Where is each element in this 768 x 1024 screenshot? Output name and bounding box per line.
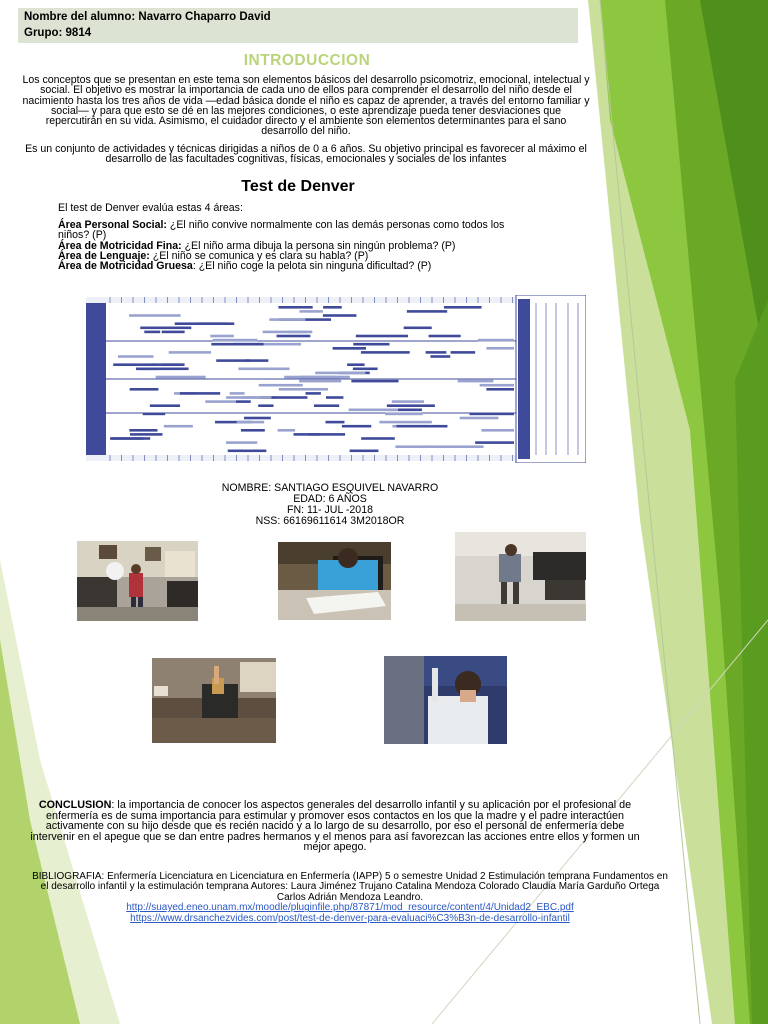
chart-item-bar (237, 421, 264, 424)
group-row (18, 24, 578, 43)
chart-item-bar (458, 380, 494, 383)
chart-item-bar (216, 359, 250, 362)
chart-item-bar (278, 429, 295, 432)
chart-item-bar (236, 400, 251, 403)
chart-item-bar (379, 421, 431, 424)
chart-item-bar (299, 310, 322, 313)
conclusion-label: CONCLUSION (38, 799, 112, 811)
area-text: : ¿El niño coge la pelota sin ninguna dificultad? (P) (192, 260, 432, 273)
chart-item-bar (129, 314, 181, 317)
chart-item-bar (469, 413, 514, 416)
chart-item-bar (150, 404, 180, 407)
chart-item-bar (144, 331, 160, 334)
chart-item-bar (118, 355, 153, 358)
photo-child-with-balloon (77, 541, 198, 621)
chart-item-bar (429, 335, 461, 338)
photo-child-reaching (384, 656, 507, 744)
chart-item-bar (481, 429, 514, 432)
chart-item-bar (238, 368, 289, 371)
denver-intro: El test de Denver evalúa estas 4 áreas: (58, 202, 243, 214)
chart-item-bar (111, 437, 150, 440)
chart-item-bar (387, 404, 435, 407)
chart-item-bar (156, 376, 206, 379)
chart-item-bar (361, 351, 410, 354)
chart-item-bar (258, 404, 273, 407)
chart-item-bar (205, 400, 235, 403)
chart-item-bar (130, 388, 159, 391)
area-text: ¿El niño se comunica y es clara su habla? (P) (149, 249, 369, 262)
chart-item-bar (241, 429, 265, 432)
photo-child-balance (455, 532, 586, 621)
chart-item-bar (284, 376, 337, 379)
group-label: Grupo: (24, 27, 63, 39)
patient-nss: NSS: 66169611614 3M2018OR (255, 515, 405, 527)
chart-item-bar (277, 335, 311, 338)
chart-item-bar (392, 400, 424, 403)
chart-item-bar (333, 347, 366, 350)
area-motricidad-gruesa (58, 261, 538, 271)
patient-info (150, 483, 510, 527)
conclusion-text: : la importancia de conocer los aspectos generales del desarrollo infantil y su aplicación por el profesional de enfermería es de suma importancia para estimular y promover esos contactos en los que la madre y el padre interactúen activamente con su hijo desde que es recién nacido y a lo largo de su desarrollo, por eso el personal de enfermería debe intervenir en el apegue que se dan entre padres hermanos y el menos para así favorezcan las acciones entre ellos y formen un mejor apego. (30, 799, 640, 853)
chart-item-bar (226, 441, 257, 444)
area-label: Área Personal Social: (58, 219, 167, 231)
conclusion-paragraph (30, 800, 640, 853)
chart-item-bar (140, 327, 191, 330)
chart-item-bar (404, 327, 432, 330)
area-personal-social (58, 220, 538, 241)
chart-item-bar (259, 384, 303, 387)
chart-item-bar (351, 380, 398, 383)
chart-item-bar (164, 425, 193, 428)
chart-item-bar (244, 417, 271, 420)
chart-item-bar (353, 343, 389, 346)
chart-item-bar (263, 331, 307, 334)
chart-item-bar (326, 396, 343, 399)
chart-item-bar (198, 322, 234, 325)
bibliography-text: BIBLIOGRAFIA: Enfermería Licenciatura en Licenciatura en Enfermería (IAPP) 5 o semestre Unidad 2 Estimulación temprana Fundamentos en el desarrollo infantil y la estimulación temprana Autores: Laura Jiménez Trujano Catalina Mendoza Colorado Claudia María Garduño Ortega Carlos Adrián Mendoza Leandro. (32, 871, 668, 903)
area-label: Área de Lenguaje: (58, 249, 150, 262)
chart-item-bar (451, 351, 476, 354)
chart-item-bar (213, 339, 258, 342)
chart-item-bar (396, 425, 447, 428)
photo-child-drawing (278, 542, 391, 620)
patient-name: NOMBRE: SANTIAGO ESQUIVEL NAVARRO (221, 482, 439, 494)
denver-title: Test de Denver (241, 178, 355, 195)
area-label: Área de Motricidad Fina: (58, 239, 182, 252)
intro-paragraph-1: Los conceptos que se presentan en este tema son elementos básicos del desarrollo psicomotriz, emocional, intelectual y social. El objetivo es mostrar la importancia de cada uno de ellos para comprender el desarrollo del niño desde el nacimiento hasta los tres años de vida —edad básica donde el niño es capaz de aprender, a través del entorno familiar y social— y para que esto se dé en las mejores condiciones, o este aprendizaje pueda tener desviaciones que repercutirán en su vida. Asimismo, el cuidador directo y el ambiente son elementos determinantes para el sano desarrollo del niño. (22, 74, 590, 138)
chart-item-bar (353, 368, 378, 371)
denver-areas-list (58, 220, 538, 271)
chart-item-bar (230, 392, 245, 395)
chart-item-bar (407, 310, 447, 313)
chart-item-bar (478, 339, 514, 342)
denver-chart-image (86, 295, 586, 463)
chart-item-bar (426, 351, 447, 354)
chart-item-bar (326, 421, 345, 424)
area-text: ¿El niño arma dibuja la persona sin ningún problema? (P) (181, 239, 456, 252)
area-text: ¿El niño convive normalmente con las demás personas como todos los niños? (P) (58, 219, 505, 242)
chart-item-bar (299, 380, 341, 383)
chart-item-bar (430, 355, 450, 358)
chart-item-bar (269, 318, 305, 321)
chart-item-bar (430, 445, 484, 448)
chart-item-bar (385, 413, 423, 416)
chart-item-bar (356, 335, 408, 338)
chart-item-bar (342, 425, 371, 428)
chart-item-bar (395, 445, 432, 448)
chart-item-bar (143, 413, 165, 416)
patient-birthdate: FN: 11- JUL -2018 (287, 504, 373, 516)
chart-item-bar (228, 450, 267, 453)
chart-item-bar (245, 359, 268, 362)
chart-item-bar (241, 396, 272, 399)
chart-item-bar (308, 433, 345, 436)
student-name-label: Nombre del alumno: (24, 11, 136, 23)
patient-age: EDAD: 6 AÑOS (293, 493, 367, 505)
chart-item-bar (130, 433, 163, 436)
bibliography (30, 872, 670, 924)
photo-child-arm-raised (152, 658, 276, 743)
chart-item-bar (305, 392, 320, 395)
bibliography-link-drsanchezvides[interactable]: https://www.drsanchezvides.com/post/test-de-denver-para-evaluaci%C3%B3n-de-desarrollo-infantil (130, 912, 570, 924)
chart-item-bar (162, 331, 185, 334)
chart-item-bar (279, 388, 328, 391)
chart-item-bar (361, 437, 395, 440)
chart-item-bar (323, 306, 342, 309)
chart-item-bar (129, 429, 157, 432)
chart-item-bar (180, 392, 220, 395)
student-name-value: Navarro Chaparro David (138, 11, 271, 23)
chart-item-bar (444, 306, 482, 309)
chart-item-bar (480, 384, 514, 387)
chart-item-bar (169, 351, 211, 354)
chart-item-bar (314, 404, 339, 407)
group-value: 9814 (65, 27, 92, 39)
chart-item-bar (278, 306, 312, 309)
bibliography-link-unam[interactable]: http://suayed.eneo.unam.mx/moodle/pluginfile.php/87871/mod_resource/content/4/Unidad2_EBC.pdf (126, 902, 574, 914)
chart-item-bar (211, 343, 263, 346)
chart-item-bar (486, 347, 514, 350)
chart-item-bar (260, 343, 301, 346)
chart-item-bar (315, 372, 365, 375)
intro-title: INTRODUCCION (243, 52, 371, 69)
chart-item-bar (486, 388, 514, 391)
chart-item-bar (475, 441, 514, 444)
intro-paragraph-2: Es un conjunto de actividades y técnicas dirigidas a niños de 0 a 6 años. Su objetivo principal es favorecer al máximo el desarrollo de las facultades cognitivas, físicas, emocionales y sociales de los infantes (25, 143, 587, 166)
area-label: Área de Motricidad Gruesa (58, 260, 193, 273)
chart-item-bar (350, 450, 379, 453)
chart-item-bar (460, 417, 499, 420)
chart-item-bar (113, 363, 157, 366)
chart-item-bar (323, 314, 356, 317)
chart-item-bar (349, 409, 398, 412)
chart-item-bar (136, 368, 157, 371)
chart-item-bar (210, 335, 233, 338)
chart-item-bar (347, 363, 364, 366)
